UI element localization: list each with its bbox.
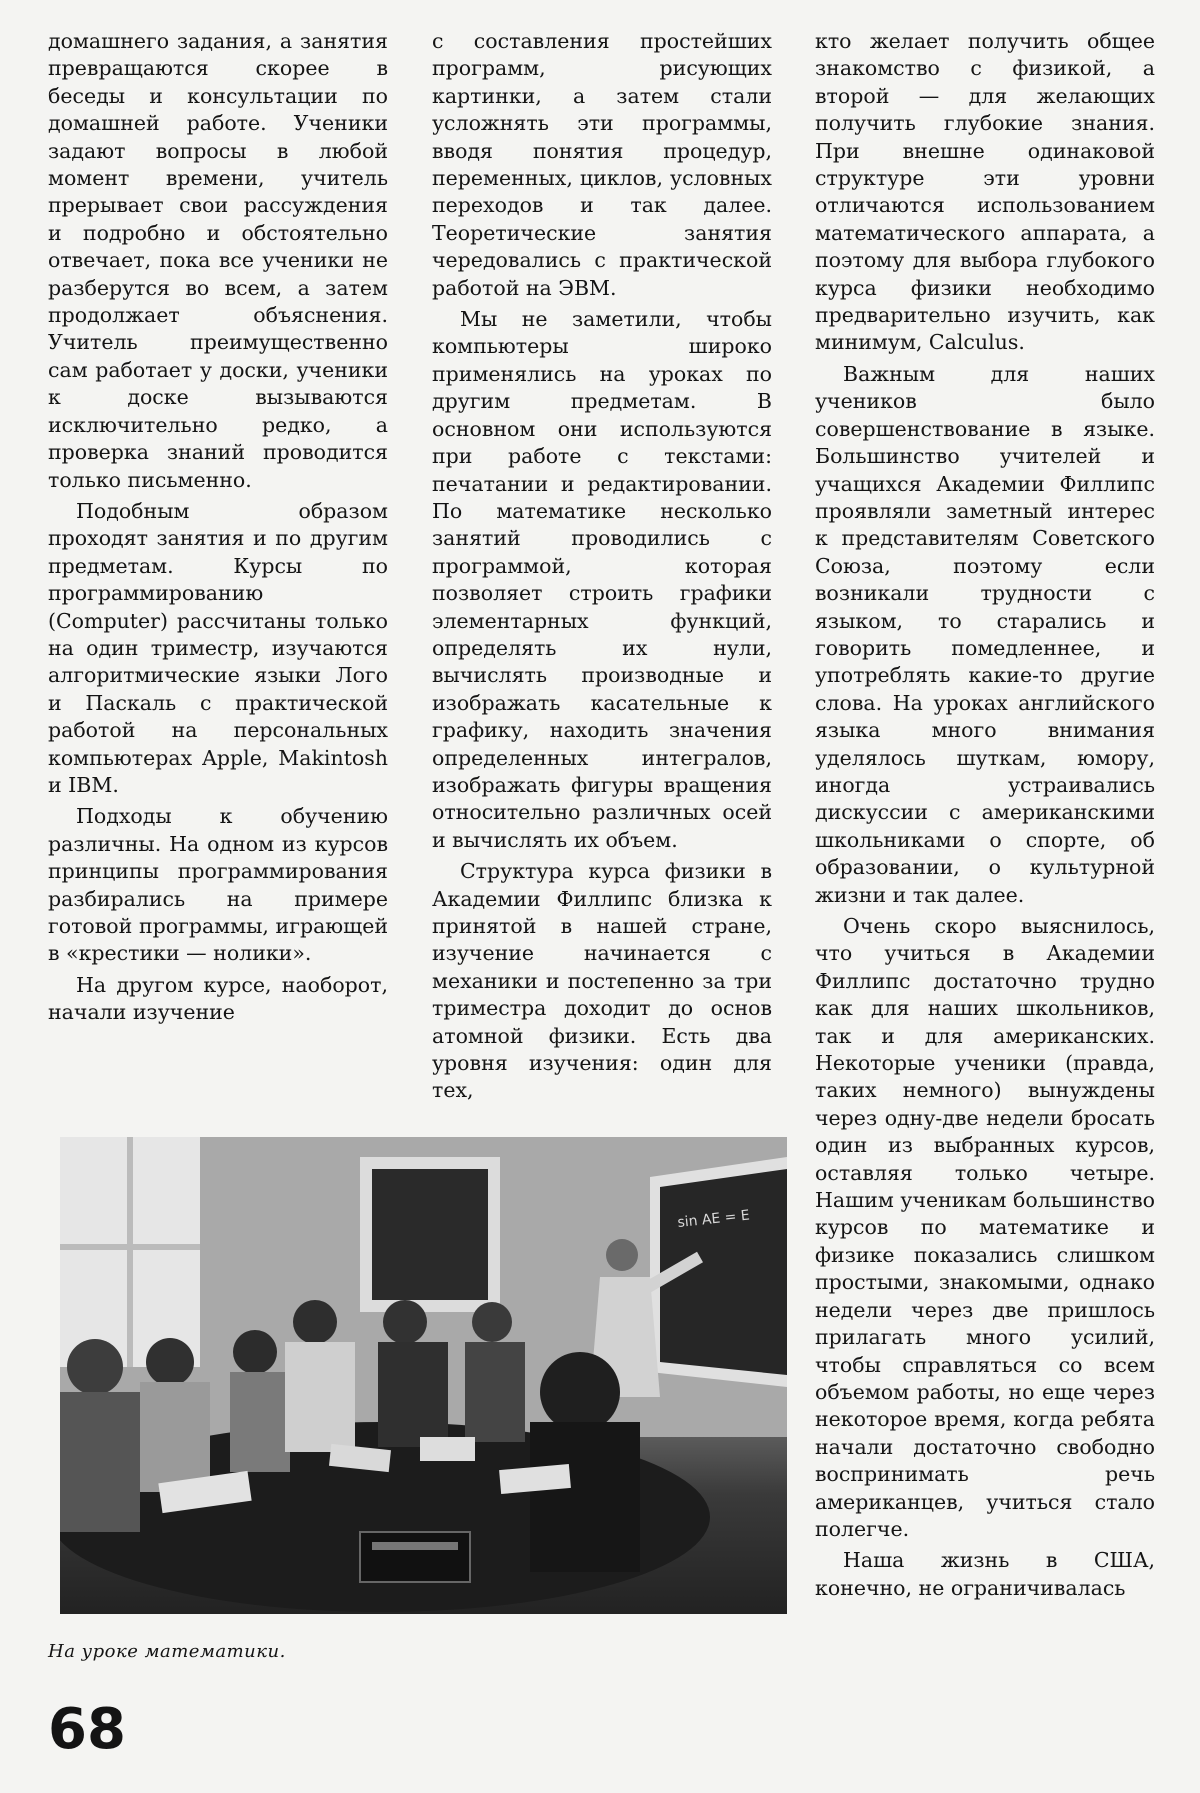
blackboard-writing: sin AE = E <box>676 1207 751 1231</box>
paragraph: На другом курсе, наоборот, начали изучение <box>48 972 388 1025</box>
paragraph: с составления простейших программ, рисующих картинки, а затем стали усложнять эти программы, вводя понятия процедур, переменных, циклов, условных переходов и так далее. Теоретические занятия чередовались с практической работой на ЭВМ. <box>432 29 772 300</box>
paragraph: Подобным образом проходят занятия и по другим предметам. Курсы по программированию (Computer) рассчитаны только на один триместр, изучаются алгоритмические языки Лого и Паскаль с практической работой на персональных компьютерах Apple, Makintosh и IBM. <box>48 498 388 797</box>
paragraph: Структура курса физики в Академии Филлипс близка к принятой в нашей стране, изучение начинается с механики и постепенно за три триместра доходит до основ атомной физики. Есть два уровня изучения: один для тех, <box>432 859 772 1103</box>
classroom-illustration <box>60 1137 787 1614</box>
text-column-2 <box>432 28 772 1105</box>
paragraph: домашнего задания, а занятия превращаются скорее в беседы и консультации по домашней работе. Ученики задают вопросы в любой момент времени, учитель прерывает свои рассуждения и подробно и обстоятельно отвечает, пока все ученики не разберутся во всем, а затем продолжает объяснения. Учитель преимущественно сам работает у доски, ученики к доске вызываются исключительно редко, а проверка знаний проводится только письменно. <box>48 29 388 492</box>
photo-caption: На уроке математики. <box>48 1641 286 1662</box>
paragraph: Подходы к обучению различны. На одном из курсов принципы программирования разбирались на примере готовой программы, играющей в «крестики — нолики». <box>48 804 388 966</box>
paragraph: Очень скоро выяснилось, что учиться в Академии Филлипс достаточно трудно как для наших школьников, так и для американских. Некоторые ученики (правда, таких немного) вынуждены через одну-две недели бросать один из выбранных курсов, оставляя только четыре. Нашим ученикам большинство курсов по математике и физике показались слишком простыми, знакомыми, однако недели через две пришлось прилагать много усилий, чтобы справляться со всем объемом работы, но еще через некоторое время, когда ребята начали достаточно свободно воспринимать речь американцев, учиться стало полегче. <box>815 914 1155 1541</box>
paragraph: Наша жизнь в США, конечно, не ограничивалась <box>815 1548 1155 1600</box>
text-column-1 <box>48 28 388 1027</box>
paragraph: кто желает получить общее знакомство с физикой, а второй — для желающих получить глубокие знания. При внешне одинаковой структуре эти уровни отличаются использованием математического аппарата, а поэтому для выбора глубокого курса физики необходимо предварительно изучить, как минимум, Calculus. <box>815 29 1155 355</box>
paragraph: Мы не заметили, чтобы компьютеры широко применялись на уроках по другим предметам. В основном они используются при работе с текстами: печатании и редактировании. По математике несколько занятий проводились с программой, которая позволяет строить графики элементарных функций, определять их нули, вычислять производные и изображать касательные к графику, находить значения определенных интегралов, изображать фигуры вращения относительно различных осей и вычислять их объем. <box>432 307 772 852</box>
classroom-photo <box>60 1137 787 1614</box>
page-number: 68 <box>48 1697 126 1762</box>
paragraph: Важным для наших учеников было совершенствование в языке. Большинство учителей и учащихся Академии Филлипс проявляли заметный интерес к представителям Советского Союза, поэтому если возникали трудности с языком, то старались и говорить помедленнее, и употреблять какие-то другие слова. На уроках английского языка много внимания уделялось шуткам, юмору, иногда устраивались дискуссии с американскими школьниками о спорте, об образовании, о культурной жизни и так далее. <box>815 361 1155 907</box>
text-column-3 <box>815 28 1155 1602</box>
